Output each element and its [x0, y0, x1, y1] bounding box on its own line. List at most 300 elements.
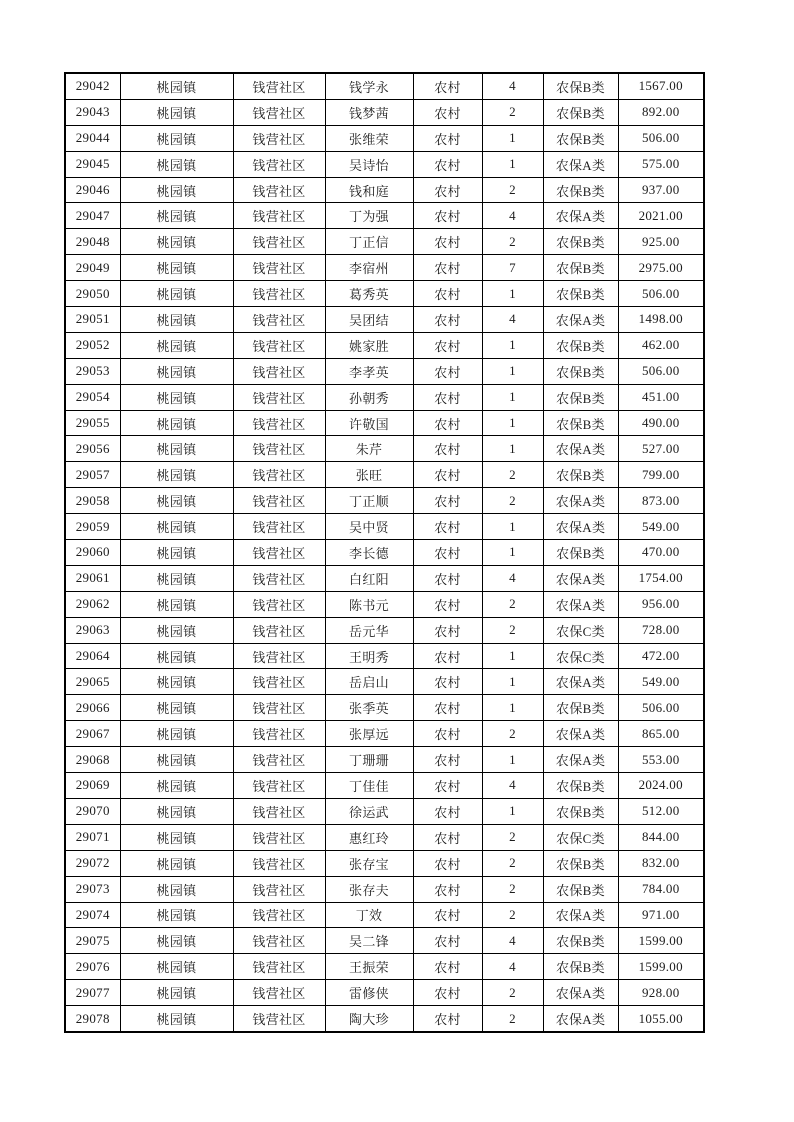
- cell-town: 桃园镇: [120, 436, 233, 462]
- cell-community: 钱营社区: [233, 177, 325, 203]
- cell-category: 农保A类: [543, 1006, 618, 1032]
- cell-category: 农保B类: [543, 125, 618, 151]
- cell-amount: 1498.00: [618, 307, 704, 333]
- cell-community: 钱营社区: [233, 229, 325, 255]
- cell-residence: 农村: [413, 617, 482, 643]
- cell-town: 桃园镇: [120, 643, 233, 669]
- cell-category: 农保A类: [543, 902, 618, 928]
- cell-category: 农保B类: [543, 229, 618, 255]
- cell-count: 1: [482, 410, 543, 436]
- cell-name: 陶大珍: [325, 1006, 413, 1032]
- cell-town: 桃园镇: [120, 565, 233, 591]
- cell-amount: 2021.00: [618, 203, 704, 229]
- cell-count: 1: [482, 436, 543, 462]
- cell-community: 钱营社区: [233, 488, 325, 514]
- cell-residence: 农村: [413, 203, 482, 229]
- cell-community: 钱营社区: [233, 591, 325, 617]
- cell-count: 2: [482, 177, 543, 203]
- cell-count: 4: [482, 565, 543, 591]
- cell-seq: 29070: [65, 798, 120, 824]
- cell-amount: 873.00: [618, 488, 704, 514]
- cell-seq: 29076: [65, 954, 120, 980]
- cell-name: 钱和庭: [325, 177, 413, 203]
- cell-name: 丁为强: [325, 203, 413, 229]
- cell-town: 桃园镇: [120, 747, 233, 773]
- cell-name: 李孝英: [325, 358, 413, 384]
- cell-seq: 29052: [65, 332, 120, 358]
- cell-name: 张厚远: [325, 721, 413, 747]
- table-row: [65, 514, 704, 540]
- table-row: [65, 99, 704, 125]
- cell-town: 桃园镇: [120, 462, 233, 488]
- cell-town: 桃园镇: [120, 281, 233, 307]
- table-row: [65, 565, 704, 591]
- cell-name: 岳元华: [325, 617, 413, 643]
- cell-town: 桃园镇: [120, 954, 233, 980]
- table-row: [65, 255, 704, 281]
- cell-seq: 29054: [65, 384, 120, 410]
- cell-community: 钱营社区: [233, 358, 325, 384]
- cell-name: 姚家胜: [325, 332, 413, 358]
- cell-name: 许敬国: [325, 410, 413, 436]
- cell-seq: 29072: [65, 850, 120, 876]
- cell-amount: 506.00: [618, 358, 704, 384]
- cell-seq: 29058: [65, 488, 120, 514]
- cell-town: 桃园镇: [120, 540, 233, 566]
- cell-seq: 29064: [65, 643, 120, 669]
- table-row: [65, 384, 704, 410]
- cell-town: 桃园镇: [120, 824, 233, 850]
- cell-community: 钱营社区: [233, 954, 325, 980]
- cell-name: 朱芹: [325, 436, 413, 462]
- table-row: [65, 125, 704, 151]
- cell-community: 钱营社区: [233, 928, 325, 954]
- cell-town: 桃园镇: [120, 798, 233, 824]
- cell-seq: 29069: [65, 773, 120, 799]
- cell-seq: 29066: [65, 695, 120, 721]
- cell-amount: 971.00: [618, 902, 704, 928]
- cell-community: 钱营社区: [233, 384, 325, 410]
- cell-seq: 29059: [65, 514, 120, 540]
- cell-seq: 29061: [65, 565, 120, 591]
- table-row: [65, 358, 704, 384]
- cell-amount: 832.00: [618, 850, 704, 876]
- cell-seq: 29074: [65, 902, 120, 928]
- cell-residence: 农村: [413, 514, 482, 540]
- cell-name: 张旺: [325, 462, 413, 488]
- cell-name: 雷修侠: [325, 980, 413, 1006]
- table-row: [65, 203, 704, 229]
- table-row: [65, 747, 704, 773]
- table-row: [65, 540, 704, 566]
- cell-seq: 29056: [65, 436, 120, 462]
- cell-residence: 农村: [413, 410, 482, 436]
- cell-community: 钱营社区: [233, 255, 325, 281]
- cell-name: 王明秀: [325, 643, 413, 669]
- table-row: [65, 462, 704, 488]
- cell-residence: 农村: [413, 332, 482, 358]
- cell-residence: 农村: [413, 824, 482, 850]
- cell-count: 1: [482, 332, 543, 358]
- cell-seq: 29051: [65, 307, 120, 333]
- cell-category: 农保A类: [543, 488, 618, 514]
- cell-residence: 农村: [413, 462, 482, 488]
- cell-seq: 29057: [65, 462, 120, 488]
- cell-amount: 784.00: [618, 876, 704, 902]
- cell-seq: 29065: [65, 669, 120, 695]
- cell-community: 钱营社区: [233, 410, 325, 436]
- cell-category: 农保B类: [543, 540, 618, 566]
- cell-seq: 29043: [65, 99, 120, 125]
- table-row: [65, 229, 704, 255]
- cell-community: 钱营社区: [233, 514, 325, 540]
- cell-residence: 农村: [413, 436, 482, 462]
- cell-name: 钱梦茜: [325, 99, 413, 125]
- cell-community: 钱营社区: [233, 281, 325, 307]
- cell-seq: 29067: [65, 721, 120, 747]
- cell-category: 农保B类: [543, 177, 618, 203]
- cell-category: 农保B类: [543, 332, 618, 358]
- cell-count: 4: [482, 307, 543, 333]
- cell-category: 农保A类: [543, 565, 618, 591]
- cell-residence: 农村: [413, 1006, 482, 1032]
- cell-amount: 1567.00: [618, 73, 704, 99]
- table-row: [65, 281, 704, 307]
- cell-count: 2: [482, 229, 543, 255]
- cell-category: 农保B类: [543, 462, 618, 488]
- cell-count: 4: [482, 73, 543, 99]
- cell-count: 1: [482, 514, 543, 540]
- cell-count: 2: [482, 824, 543, 850]
- cell-count: 2: [482, 980, 543, 1006]
- cell-town: 桃园镇: [120, 203, 233, 229]
- cell-residence: 农村: [413, 358, 482, 384]
- cell-category: 农保B类: [543, 850, 618, 876]
- cell-name: 张季英: [325, 695, 413, 721]
- cell-count: 1: [482, 798, 543, 824]
- cell-community: 钱营社区: [233, 850, 325, 876]
- table-row: [65, 591, 704, 617]
- table-row: [65, 177, 704, 203]
- cell-amount: 527.00: [618, 436, 704, 462]
- cell-count: 1: [482, 125, 543, 151]
- cell-count: 2: [482, 721, 543, 747]
- cell-category: 农保A类: [543, 591, 618, 617]
- cell-name: 吴诗怡: [325, 151, 413, 177]
- cell-amount: 2975.00: [618, 255, 704, 281]
- cell-category: 农保B类: [543, 255, 618, 281]
- cell-town: 桃园镇: [120, 876, 233, 902]
- cell-count: 1: [482, 281, 543, 307]
- cell-name: 葛秀英: [325, 281, 413, 307]
- cell-seq: 29060: [65, 540, 120, 566]
- cell-category: 农保B类: [543, 798, 618, 824]
- cell-community: 钱营社区: [233, 99, 325, 125]
- cell-seq: 29055: [65, 410, 120, 436]
- cell-town: 桃园镇: [120, 721, 233, 747]
- cell-count: 2: [482, 850, 543, 876]
- cell-town: 桃园镇: [120, 151, 233, 177]
- cell-community: 钱营社区: [233, 307, 325, 333]
- cell-count: 2: [482, 1006, 543, 1032]
- cell-category: 农保A类: [543, 514, 618, 540]
- cell-category: 农保B类: [543, 695, 618, 721]
- cell-count: 4: [482, 773, 543, 799]
- cell-amount: 512.00: [618, 798, 704, 824]
- cell-name: 惠红玲: [325, 824, 413, 850]
- cell-residence: 农村: [413, 643, 482, 669]
- cell-residence: 农村: [413, 721, 482, 747]
- records-table-body: [65, 73, 704, 1032]
- cell-seq: 29044: [65, 125, 120, 151]
- cell-residence: 农村: [413, 73, 482, 99]
- cell-town: 桃园镇: [120, 229, 233, 255]
- cell-seq: 29078: [65, 1006, 120, 1032]
- cell-community: 钱营社区: [233, 436, 325, 462]
- table-row: [65, 798, 704, 824]
- cell-community: 钱营社区: [233, 565, 325, 591]
- cell-name: 钱学永: [325, 73, 413, 99]
- cell-seq: 29073: [65, 876, 120, 902]
- cell-count: 2: [482, 488, 543, 514]
- cell-count: 1: [482, 151, 543, 177]
- cell-amount: 470.00: [618, 540, 704, 566]
- cell-category: 农保A类: [543, 307, 618, 333]
- cell-residence: 农村: [413, 669, 482, 695]
- cell-amount: 728.00: [618, 617, 704, 643]
- cell-amount: 472.00: [618, 643, 704, 669]
- cell-amount: 937.00: [618, 177, 704, 203]
- cell-count: 1: [482, 747, 543, 773]
- table-row: [65, 332, 704, 358]
- cell-category: 农保A类: [543, 721, 618, 747]
- cell-community: 钱营社区: [233, 876, 325, 902]
- cell-name: 李长德: [325, 540, 413, 566]
- cell-count: 4: [482, 928, 543, 954]
- cell-name: 张存夫: [325, 876, 413, 902]
- cell-community: 钱营社区: [233, 617, 325, 643]
- table-row: [65, 773, 704, 799]
- cell-residence: 农村: [413, 125, 482, 151]
- table-row: [65, 954, 704, 980]
- cell-name: 孙朝秀: [325, 384, 413, 410]
- cell-community: 钱营社区: [233, 824, 325, 850]
- cell-amount: 553.00: [618, 747, 704, 773]
- table-row: [65, 721, 704, 747]
- cell-town: 桃园镇: [120, 384, 233, 410]
- cell-category: 农保B类: [543, 928, 618, 954]
- cell-amount: 956.00: [618, 591, 704, 617]
- cell-amount: 1754.00: [618, 565, 704, 591]
- cell-amount: 490.00: [618, 410, 704, 436]
- cell-residence: 农村: [413, 540, 482, 566]
- cell-count: 1: [482, 384, 543, 410]
- cell-town: 桃园镇: [120, 255, 233, 281]
- cell-amount: 451.00: [618, 384, 704, 410]
- cell-town: 桃园镇: [120, 773, 233, 799]
- cell-amount: 928.00: [618, 980, 704, 1006]
- cell-count: 1: [482, 540, 543, 566]
- cell-residence: 农村: [413, 695, 482, 721]
- cell-community: 钱营社区: [233, 721, 325, 747]
- cell-count: 1: [482, 669, 543, 695]
- cell-residence: 农村: [413, 928, 482, 954]
- cell-category: 农保A类: [543, 669, 618, 695]
- records-table: [64, 72, 705, 1033]
- cell-seq: 29045: [65, 151, 120, 177]
- cell-count: 2: [482, 462, 543, 488]
- cell-community: 钱营社区: [233, 980, 325, 1006]
- table-row: [65, 980, 704, 1006]
- cell-seq: 29068: [65, 747, 120, 773]
- cell-residence: 农村: [413, 281, 482, 307]
- cell-amount: 799.00: [618, 462, 704, 488]
- cell-town: 桃园镇: [120, 695, 233, 721]
- cell-town: 桃园镇: [120, 514, 233, 540]
- cell-amount: 865.00: [618, 721, 704, 747]
- table-row: [65, 876, 704, 902]
- table-row: [65, 436, 704, 462]
- cell-category: 农保A类: [543, 436, 618, 462]
- cell-seq: 29071: [65, 824, 120, 850]
- cell-residence: 农村: [413, 980, 482, 1006]
- cell-seq: 29049: [65, 255, 120, 281]
- cell-category: 农保C类: [543, 824, 618, 850]
- cell-community: 钱营社区: [233, 773, 325, 799]
- cell-community: 钱营社区: [233, 332, 325, 358]
- cell-name: 吴中贤: [325, 514, 413, 540]
- cell-residence: 农村: [413, 384, 482, 410]
- cell-count: 1: [482, 358, 543, 384]
- cell-community: 钱营社区: [233, 540, 325, 566]
- cell-count: 2: [482, 902, 543, 928]
- cell-name: 丁正顺: [325, 488, 413, 514]
- cell-count: 2: [482, 591, 543, 617]
- cell-category: 农保B类: [543, 773, 618, 799]
- cell-seq: 29048: [65, 229, 120, 255]
- cell-name: 张存宝: [325, 850, 413, 876]
- cell-town: 桃园镇: [120, 850, 233, 876]
- cell-name: 丁效: [325, 902, 413, 928]
- cell-town: 桃园镇: [120, 928, 233, 954]
- cell-category: 农保B类: [543, 281, 618, 307]
- cell-count: 2: [482, 99, 543, 125]
- cell-community: 钱营社区: [233, 798, 325, 824]
- cell-town: 桃园镇: [120, 669, 233, 695]
- table-row: [65, 410, 704, 436]
- cell-community: 钱营社区: [233, 151, 325, 177]
- cell-town: 桃园镇: [120, 332, 233, 358]
- cell-name: 陈书元: [325, 591, 413, 617]
- cell-category: 农保B类: [543, 876, 618, 902]
- cell-residence: 农村: [413, 876, 482, 902]
- table-row: [65, 643, 704, 669]
- cell-residence: 农村: [413, 307, 482, 333]
- cell-amount: 2024.00: [618, 773, 704, 799]
- cell-amount: 575.00: [618, 151, 704, 177]
- cell-town: 桃园镇: [120, 358, 233, 384]
- table-row: [65, 617, 704, 643]
- cell-residence: 农村: [413, 488, 482, 514]
- cell-seq: 29075: [65, 928, 120, 954]
- cell-amount: 462.00: [618, 332, 704, 358]
- cell-community: 钱营社区: [233, 203, 325, 229]
- cell-name: 丁珊珊: [325, 747, 413, 773]
- cell-residence: 农村: [413, 773, 482, 799]
- cell-category: 农保A类: [543, 747, 618, 773]
- cell-seq: 29047: [65, 203, 120, 229]
- cell-name: 张维荣: [325, 125, 413, 151]
- cell-community: 钱营社区: [233, 669, 325, 695]
- cell-seq: 29077: [65, 980, 120, 1006]
- table-row: [65, 73, 704, 99]
- table-row: [65, 850, 704, 876]
- cell-category: 农保B类: [543, 384, 618, 410]
- cell-amount: 1055.00: [618, 1006, 704, 1032]
- cell-residence: 农村: [413, 565, 482, 591]
- cell-name: 吴团结: [325, 307, 413, 333]
- cell-amount: 892.00: [618, 99, 704, 125]
- cell-count: 2: [482, 876, 543, 902]
- cell-residence: 农村: [413, 902, 482, 928]
- cell-town: 桃园镇: [120, 591, 233, 617]
- cell-name: 吴二锋: [325, 928, 413, 954]
- cell-town: 桃园镇: [120, 1006, 233, 1032]
- cell-name: 丁佳佳: [325, 773, 413, 799]
- records-table-container: [64, 72, 705, 1033]
- cell-residence: 农村: [413, 591, 482, 617]
- cell-residence: 农村: [413, 177, 482, 203]
- cell-town: 桃园镇: [120, 73, 233, 99]
- cell-category: 农保A类: [543, 980, 618, 1006]
- cell-seq: 29042: [65, 73, 120, 99]
- cell-amount: 549.00: [618, 514, 704, 540]
- cell-category: 农保B类: [543, 410, 618, 436]
- cell-community: 钱营社区: [233, 125, 325, 151]
- cell-amount: 1599.00: [618, 954, 704, 980]
- cell-category: 农保B类: [543, 73, 618, 99]
- cell-community: 钱营社区: [233, 643, 325, 669]
- cell-amount: 506.00: [618, 281, 704, 307]
- cell-seq: 29046: [65, 177, 120, 203]
- cell-category: 农保B类: [543, 99, 618, 125]
- cell-community: 钱营社区: [233, 902, 325, 928]
- cell-seq: 29050: [65, 281, 120, 307]
- cell-name: 王振荣: [325, 954, 413, 980]
- cell-residence: 农村: [413, 255, 482, 281]
- cell-seq: 29062: [65, 591, 120, 617]
- cell-town: 桃园镇: [120, 125, 233, 151]
- cell-community: 钱营社区: [233, 1006, 325, 1032]
- cell-seq: 29053: [65, 358, 120, 384]
- cell-community: 钱营社区: [233, 747, 325, 773]
- cell-category: 农保C类: [543, 617, 618, 643]
- cell-residence: 农村: [413, 850, 482, 876]
- cell-community: 钱营社区: [233, 695, 325, 721]
- cell-town: 桃园镇: [120, 980, 233, 1006]
- cell-amount: 1599.00: [618, 928, 704, 954]
- cell-count: 1: [482, 643, 543, 669]
- cell-amount: 506.00: [618, 695, 704, 721]
- table-row: [65, 669, 704, 695]
- cell-amount: 506.00: [618, 125, 704, 151]
- cell-count: 1: [482, 695, 543, 721]
- table-row: [65, 824, 704, 850]
- cell-amount: 844.00: [618, 824, 704, 850]
- cell-name: 丁正信: [325, 229, 413, 255]
- cell-category: 农保B类: [543, 358, 618, 384]
- cell-category: 农保A类: [543, 151, 618, 177]
